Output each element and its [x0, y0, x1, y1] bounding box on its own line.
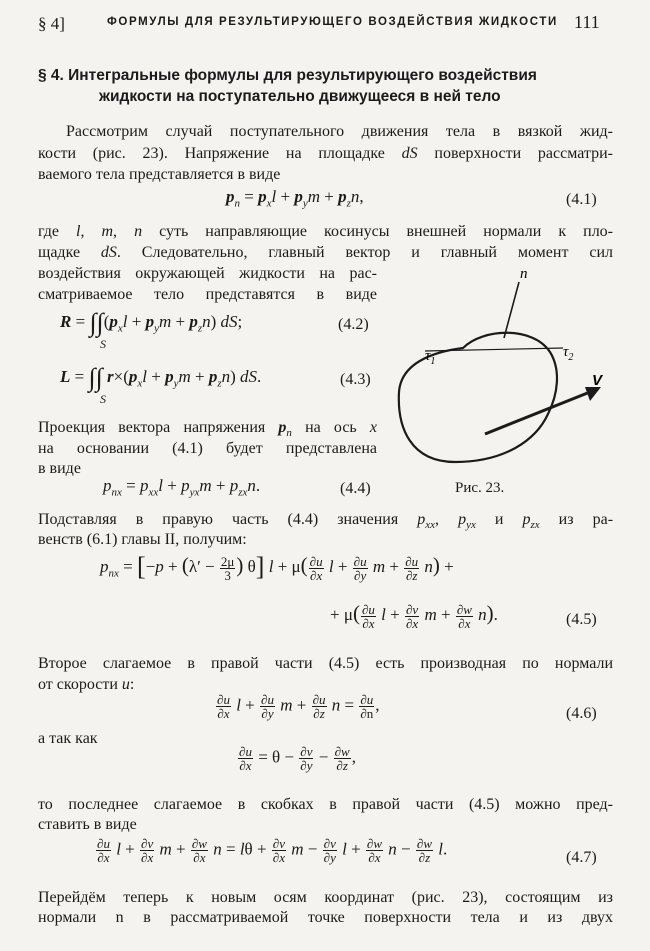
para2-line-3: воздействия окружающей жидкости на рас- [38, 265, 377, 282]
equation-number-4-6: (4.6) [566, 705, 597, 722]
para2-line-1: где l, m, n суть направляющие косинусы внешней нормали к пло- [38, 223, 614, 240]
para2-line-4: сматриваемое тело представятся в виде [38, 286, 377, 303]
equation-du-dx: $\frac{\partial u}{\partial x}$ = θ − $\frac{\partial v}{\partial y}$ − $\frac{\partial w}{\partial z}$ , [239, 744, 356, 773]
tangent-line [425, 348, 563, 351]
equation-4-4: $p_{nx} = p_{xx}l + p_{yx}m + p_{zx}n$. [103, 476, 261, 499]
equation-4-6: $\frac{\partial u}{\partial x}$ l + $\frac{\partial u}{\partial y}$ m + $\frac{\partial u}{\partial z}$ n = $\frac{\partial u}{\partial n}$ , [217, 692, 380, 721]
equation-4-2: $R = \int\int(p_xl + p_ym + p_zn)$ dS; [60, 308, 243, 337]
para7-line-2: ставить в виде [38, 816, 137, 833]
para8-line-1: Перейдём теперь к новым осям координат (рис. 23), состоящим из [38, 889, 613, 906]
equation-number-4-5: (4.5) [566, 611, 597, 628]
body-outline [399, 333, 557, 462]
eq43-domain-s: S [100, 392, 106, 406]
section-title-line-2: жидкости на поступательно движущееся в ней тело [99, 88, 501, 105]
para4-line-2: венств (6.1) главы II, получим: [38, 531, 247, 548]
figure-23 [385, 262, 615, 472]
para5-line-2: от скорости u: [38, 676, 135, 693]
header-section-ref: § 4] [38, 14, 65, 33]
equation-number-4-4: (4.4) [340, 480, 371, 497]
figure-caption: Рис. 23. [455, 480, 505, 496]
equation-number-4-3: (4.3) [340, 371, 371, 388]
para8-line-2: нормали n в рассматриваемой точке поверхности тела и из двух [38, 909, 613, 926]
para3-line-1: Проекция вектора напряжения $p_n$ на ось x [38, 419, 377, 440]
para1-line-1: Рассмотрим случай поступательного движения тела в вязкой жид- [66, 123, 613, 140]
section-title-line-1: § 4. Интегральные формулы для результирующего воздействия [38, 67, 537, 84]
label-n: n [520, 266, 528, 282]
para5-line-1: Второе слагаемое в правой части (4.5) есть производная по нормали [38, 655, 613, 672]
equation-4-3: L = ∫∫ $r\times(p_xl + p_ym + p_zn)$ dS. [60, 363, 262, 392]
para2-line-2: щадке dS. Следовательно, главный вектор и главный момент сил [38, 244, 613, 261]
para4-line-1: Подставляя в правую часть (4.4) значения $p_{xx}$, $p_{yx}$ и $p_{zx}$ из ра- [38, 511, 614, 532]
para3-line-3: в виде [38, 460, 81, 477]
label-tau1: $\tau_1$ [425, 348, 436, 367]
equation-number-4-1: (4.1) [566, 191, 597, 208]
normal-line [504, 282, 519, 338]
eq42-domain-s: S [100, 337, 106, 351]
header-running-title: ФОРМУЛЫ ДЛЯ РЕЗУЛЬТИРУЮЩЕГО ВОЗДЕЙСТВИЯ ЖИДКОСТИ [107, 16, 558, 28]
para3-line-2: на основании (4.1) будет представлена [38, 440, 377, 457]
equation-number-4-7: (4.7) [566, 849, 597, 866]
para7-line-1: то последнее слагаемое в скобках в правой части (4.5) можно пред- [38, 796, 613, 813]
para1-line-2: кости (рис. 23). Напряжение на площадке dS поверхности рассматри- [38, 145, 614, 162]
page-number: 111 [574, 12, 600, 32]
equation-4-5-line-2: + μ( $\frac{\partial u}{\partial x}$ l + $\frac{\partial v}{\partial x}$ m + $\frac{\partial w}{\partial x}$ n). [330, 601, 498, 631]
equation-4-7: $\frac{\partial u}{\partial x}$ l + $\frac{\partial v}{\partial x}$ m + $\frac{\partial w}{\partial x}$ n = lθ + $\frac{\partial v}{\partial x}$ m − $\frac{\partial v}{\partial y}$ l + $\frac{\partial w}{\partial x}$ n − $\frac{\partial w}{\partial z}$ l. [97, 836, 448, 865]
para1-line-3: ваемого тела представляется в виде [38, 166, 281, 183]
para6-line-1: а так как [38, 730, 98, 747]
label-v: V [592, 372, 603, 389]
equation-4-5-line-1: $p_{nx} = [-p + (\lambda'$ − $\frac{2\mu}{3}$ ) θ] l + μ( $\frac{\partial u}{\partial x}$ l + $\frac{\partial u}{\partial y}$ m + $\frac{\partial u}{\partial z}$ n) + [100, 552, 454, 583]
label-tau2: $\tau_2$ [563, 344, 574, 363]
equation-4-1: $p_n = p_xl + p_ym + p_zn$, [226, 187, 364, 210]
equation-number-4-2: (4.2) [338, 316, 369, 333]
